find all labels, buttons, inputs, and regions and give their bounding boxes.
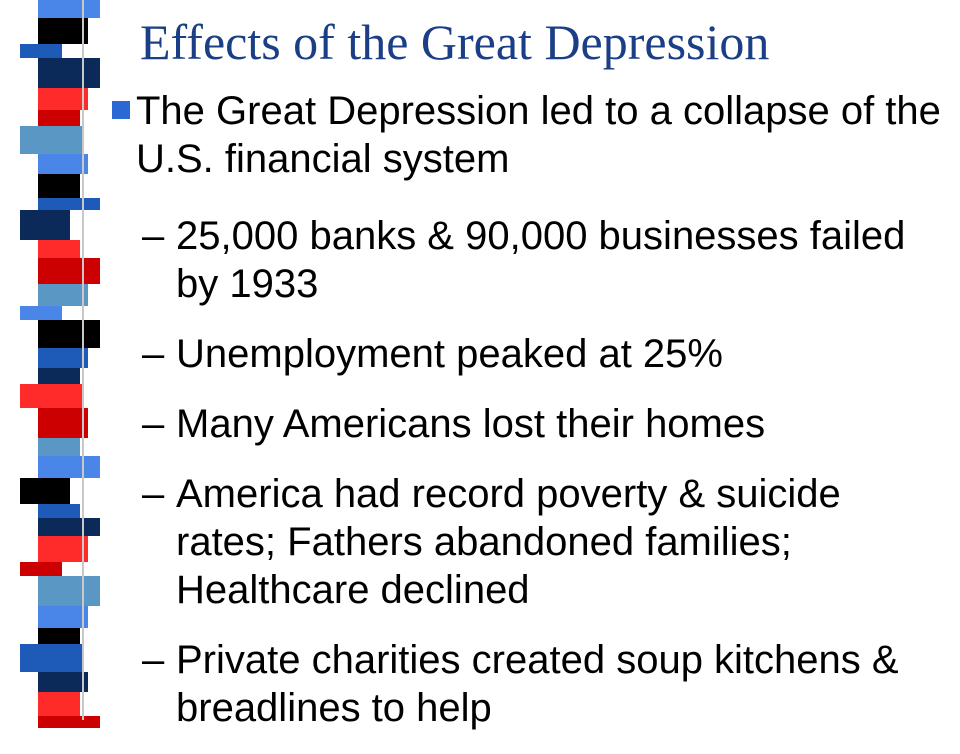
stripe-segment [38,536,88,562]
stripe-segment [38,240,80,258]
sub-bullet-list [142,212,942,754]
stripe-segment [38,672,88,692]
stripe-segment [20,126,82,154]
dash-icon: – [142,472,165,516]
stripe-segment [38,154,88,174]
dash-icon: – [142,638,165,682]
sub-bullet-item [142,330,942,378]
sub-bullet-text: 25,000 banks & 90,000 businesses failed by 1933 [176,214,906,306]
stripe-segment [38,504,80,518]
stripe-segment [38,198,100,210]
dash-icon: – [142,402,165,446]
sub-bullet-text: Private charities created soup kitchens & breadlines to help [176,638,899,730]
stripe-segment [38,716,100,728]
stripe-segment [38,606,88,628]
stripe-segment [20,306,62,320]
dash-icon: – [142,332,165,376]
stripe-segment [38,348,88,368]
stripe-segment [38,628,80,644]
square-bullet-icon [112,101,130,119]
stripe-segment [38,518,100,536]
stripe-segment [38,576,100,606]
stripe-segment [38,258,100,284]
stripe-segment [20,644,82,672]
main-bullet [102,87,952,183]
stripe-segment [38,692,80,716]
decorative-stripe [0,0,100,720]
sub-bullet-item [142,636,942,732]
sub-bullet-text: Many Americans lost their homes [176,402,766,446]
sub-bullet-item [142,470,942,614]
stripe-segment [38,408,88,438]
sub-bullet-text: Unemployment peaked at 25% [176,332,723,376]
sub-bullet-text: America had record poverty & suicide rates; Fathers abandoned families; Healthcare declined [176,472,841,612]
stripe-segment [20,478,70,504]
main-bullet-text: The Great Depression led to a collapse of the U.S. financial system [136,89,941,181]
stripe-segment [38,18,88,44]
stripe-segment [38,320,100,348]
dash-icon: – [142,214,165,258]
stripe-edge [82,0,84,720]
stripe-segment [38,284,88,306]
stripe-segment [38,174,80,198]
stripe-segment [38,110,80,126]
stripe-segment [38,456,100,478]
stripe-segment [38,58,100,88]
sub-bullet-item [142,400,942,448]
stripe-segment [38,88,88,110]
stripe-segment [20,384,82,408]
sub-bullet-item [142,212,942,308]
stripe-segment [38,0,100,18]
stripe-segment [38,368,80,384]
stripe-segment [20,210,70,240]
stripe-segment [20,44,62,58]
stripe-segment [38,438,80,456]
stripe-segment [20,562,62,576]
slide-title: Effects of the Great Depression [140,14,770,70]
